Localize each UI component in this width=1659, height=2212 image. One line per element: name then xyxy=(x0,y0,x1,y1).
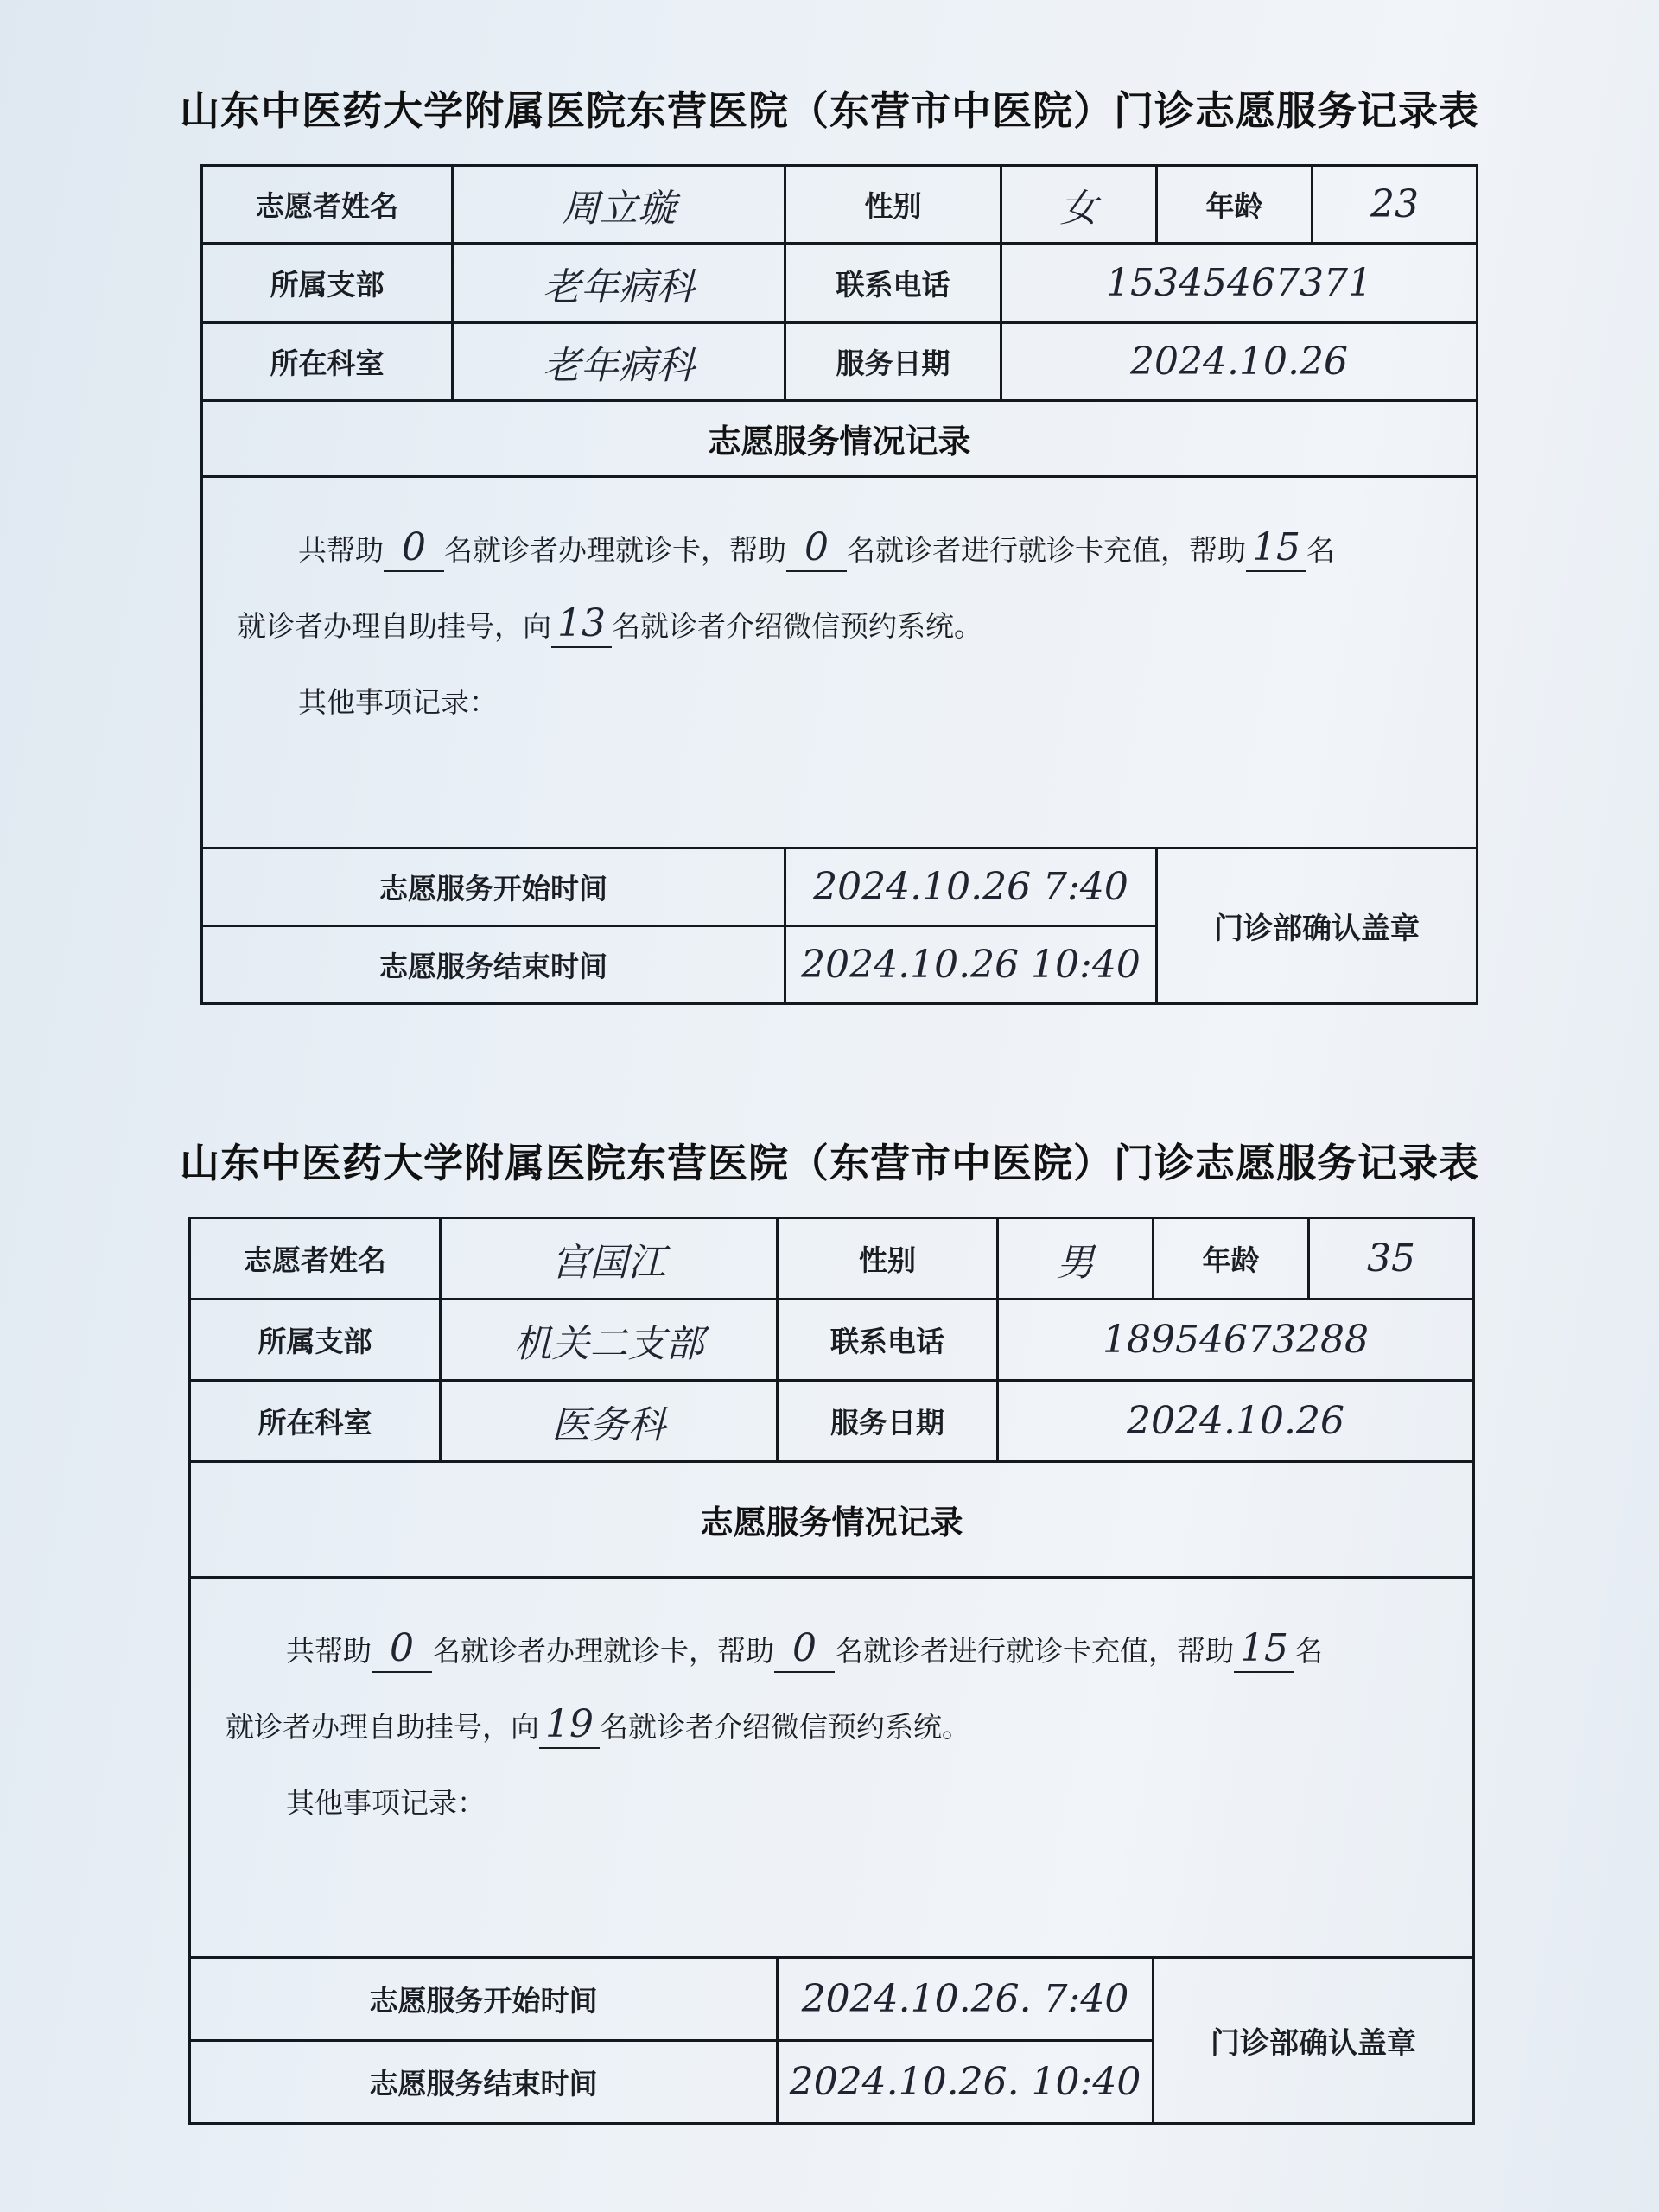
record-text: 名就诊者介绍微信预约系统。 xyxy=(612,609,982,643)
blank-wechat-intro[interactable]: 13 xyxy=(551,601,612,648)
value-dept[interactable]: 老年病科 xyxy=(453,323,785,401)
label-age: 年龄 xyxy=(1157,166,1313,244)
record-table xyxy=(188,1217,1475,2125)
record-text: 名 xyxy=(1306,533,1335,567)
blank-cards-topped-up[interactable]: 0 xyxy=(786,525,847,572)
value-start-time[interactable]: 2024.10.26. 7:40 xyxy=(778,1958,1154,2041)
record-text: 就诊者办理自助挂号，向 xyxy=(226,1710,539,1744)
section-heading: 志愿服务情况记录 xyxy=(190,1462,1474,1578)
value-end-time[interactable]: 2024.10.26. 10:40 xyxy=(778,2041,1154,2124)
label-start-time: 志愿服务开始时间 xyxy=(202,849,785,926)
section-heading: 志愿服务情况记录 xyxy=(202,401,1478,477)
value-date[interactable]: 2024.10.26 xyxy=(1001,323,1478,401)
other-notes-label: 其他事项记录： xyxy=(298,685,498,719)
label-dept: 所在科室 xyxy=(190,1381,441,1462)
record-text: 共帮助 xyxy=(286,1634,372,1668)
record-text: 共帮助 xyxy=(298,533,384,567)
label-age: 年龄 xyxy=(1154,1218,1309,1300)
blank-cards-issued[interactable]: 0 xyxy=(384,525,444,572)
record-body xyxy=(202,477,1478,849)
value-phone[interactable]: 15345467371 xyxy=(1001,244,1478,323)
label-phone: 联系电话 xyxy=(778,1300,998,1381)
record-line-2 xyxy=(226,1689,1438,1765)
record-table xyxy=(200,164,1478,1005)
record-text: 名就诊者介绍微信预约系统。 xyxy=(600,1710,970,1744)
label-dept: 所在科室 xyxy=(202,323,453,401)
record-line-2 xyxy=(238,588,1441,664)
label-branch: 所属支部 xyxy=(190,1300,441,1381)
form-title: 山东中医药大学附属医院东营医院（东营市中医院）门诊志愿服务记录表 xyxy=(180,1140,1479,1186)
blank-self-registration[interactable]: 15 xyxy=(1246,525,1306,572)
value-branch[interactable]: 机关二支部 xyxy=(441,1300,778,1381)
label-date: 服务日期 xyxy=(785,323,1001,401)
blank-cards-issued[interactable]: 0 xyxy=(372,1626,432,1673)
other-notes-label: 其他事项记录： xyxy=(286,1786,486,1820)
value-name[interactable]: 宫国江 xyxy=(441,1218,778,1300)
value-gender[interactable]: 女 xyxy=(1001,166,1157,244)
label-start-time: 志愿服务开始时间 xyxy=(190,1958,778,2041)
record-text: 名就诊者办理就诊卡，帮助 xyxy=(444,533,786,567)
label-branch: 所属支部 xyxy=(202,244,453,323)
value-date[interactable]: 2024.10.26 xyxy=(998,1381,1474,1462)
value-branch[interactable]: 老年病科 xyxy=(453,244,785,323)
stamp-area: 门诊部确认盖章 xyxy=(1157,849,1478,1004)
label-phone: 联系电话 xyxy=(785,244,1001,323)
value-dept[interactable]: 医务科 xyxy=(441,1381,778,1462)
form-title: 山东中医药大学附属医院东营医院（东营市中医院）门诊志愿服务记录表 xyxy=(180,87,1479,134)
label-end-time: 志愿服务结束时间 xyxy=(190,2041,778,2124)
blank-cards-topped-up[interactable]: 0 xyxy=(774,1626,835,1673)
value-age[interactable]: 35 xyxy=(1309,1218,1474,1300)
blank-self-registration[interactable]: 15 xyxy=(1234,1626,1294,1673)
value-start-time[interactable]: 2024.10.26 7:40 xyxy=(785,849,1157,926)
value-name[interactable]: 周立璇 xyxy=(453,166,785,244)
record-text: 名就诊者进行就诊卡充值，帮助 xyxy=(835,1634,1234,1668)
value-age[interactable]: 23 xyxy=(1313,166,1478,244)
value-gender[interactable]: 男 xyxy=(998,1218,1154,1300)
value-phone[interactable]: 18954673288 xyxy=(998,1300,1474,1381)
label-gender: 性别 xyxy=(778,1218,998,1300)
record-line-1 xyxy=(238,512,1441,588)
record-text: 名 xyxy=(1294,1634,1323,1668)
record-line-1 xyxy=(226,1613,1438,1689)
record-text: 就诊者办理自助挂号，向 xyxy=(238,609,551,643)
label-gender: 性别 xyxy=(785,166,1001,244)
blank-wechat-intro[interactable]: 19 xyxy=(539,1702,600,1749)
record-text: 名就诊者进行就诊卡充值，帮助 xyxy=(847,533,1246,567)
record-body xyxy=(190,1578,1474,1958)
label-date: 服务日期 xyxy=(778,1381,998,1462)
stamp-area: 门诊部确认盖章 xyxy=(1154,1958,1474,2124)
value-end-time[interactable]: 2024.10.26 10:40 xyxy=(785,926,1157,1004)
label-name: 志愿者姓名 xyxy=(190,1218,441,1300)
label-end-time: 志愿服务结束时间 xyxy=(202,926,785,1004)
label-name: 志愿者姓名 xyxy=(202,166,453,244)
record-text: 名就诊者办理就诊卡，帮助 xyxy=(432,1634,774,1668)
